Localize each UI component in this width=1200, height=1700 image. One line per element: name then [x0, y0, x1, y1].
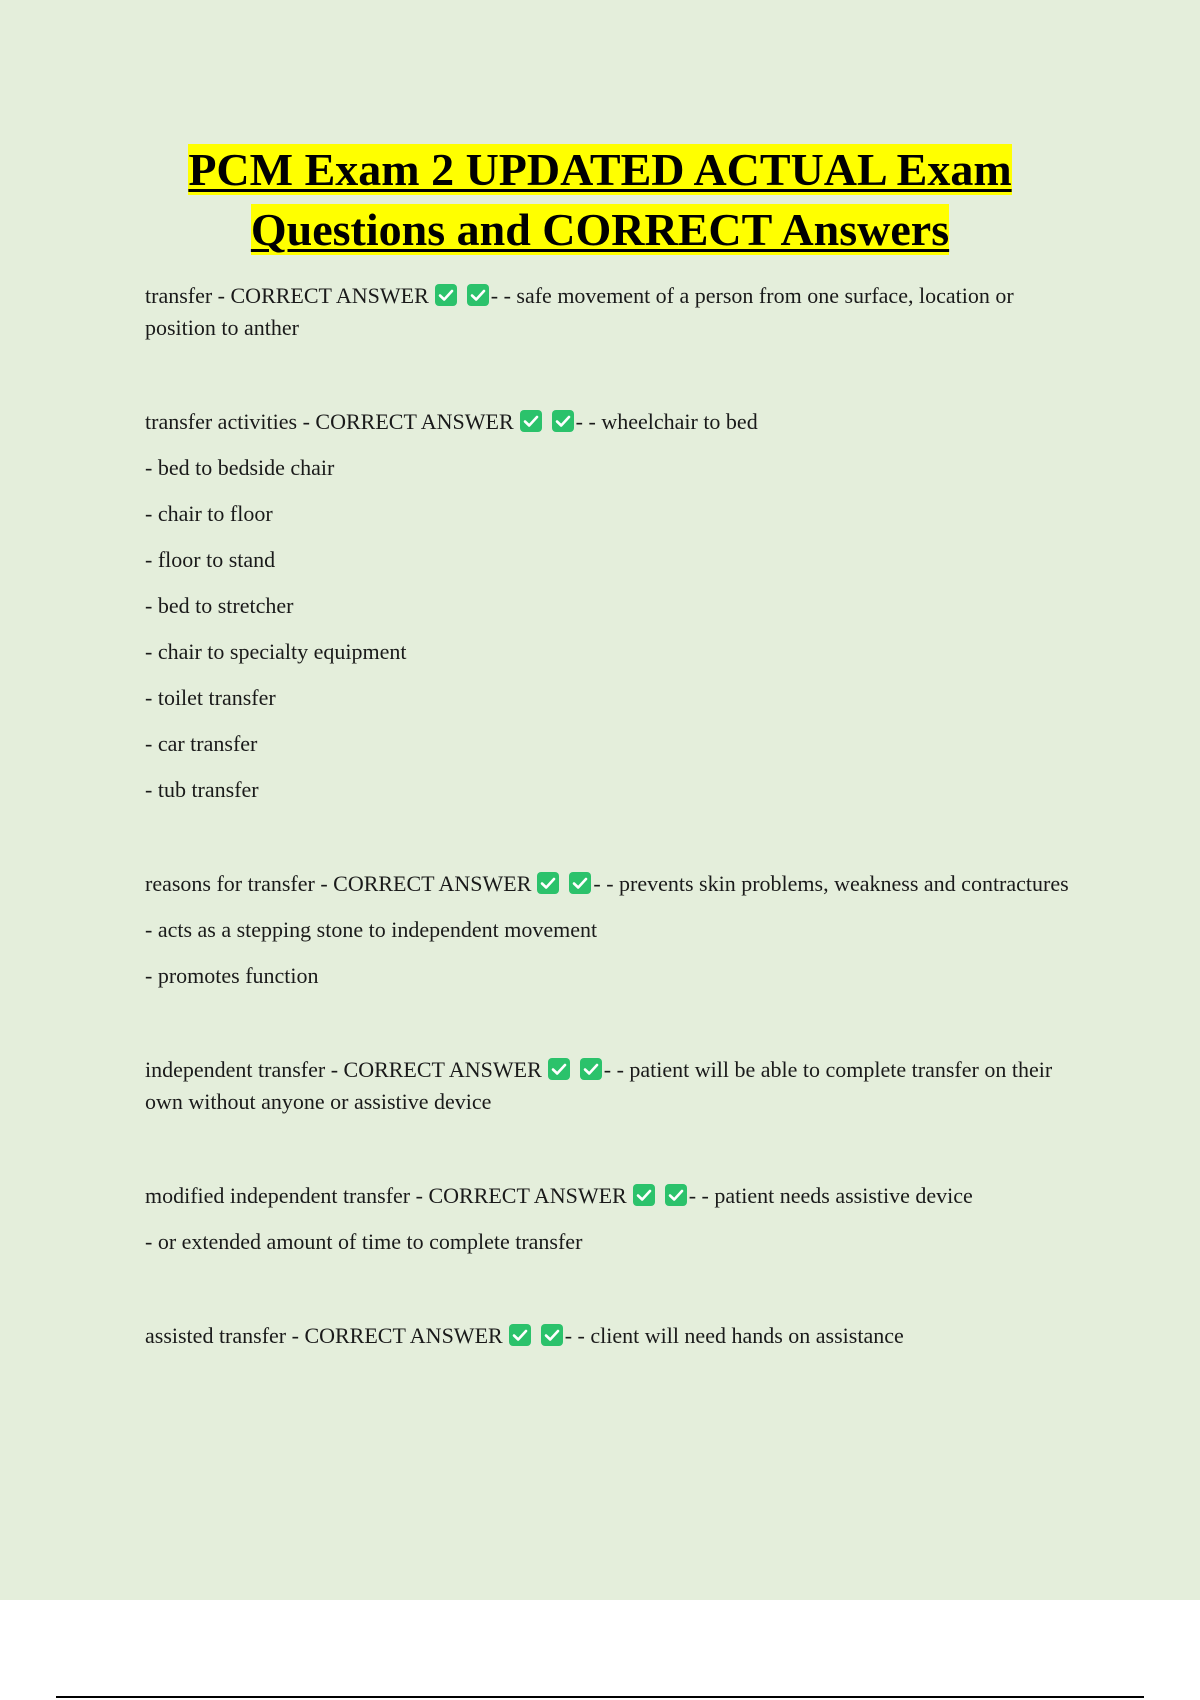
check-mark-box-icon [580, 1058, 602, 1080]
qa-continuation-line: - car transfer [145, 731, 258, 756]
qa-answer: - - client will need hands on assistance [564, 1323, 904, 1348]
qa-term: independent transfer - CORRECT ANSWER [145, 1057, 542, 1082]
check-mark-box-icon [665, 1184, 687, 1206]
title-line-1: PCM Exam 2 UPDATED ACTUAL Exam [188, 144, 1012, 195]
check-mark-box-icon [633, 1184, 655, 1206]
qa-answer: - - patient will be able to complete transfer on their own without anyone or assistive device [145, 1057, 1053, 1114]
qa-continuation-line: - or extended amount of time to complete transfer [145, 1229, 583, 1254]
qa-entry [145, 280, 1080, 344]
qa-entry [145, 868, 1080, 992]
qa-term: modified independent transfer - CORRECT ANSWER [145, 1183, 627, 1208]
check-mark-box-icon [548, 1058, 570, 1080]
qa-term: reasons for transfer - CORRECT ANSWER [145, 871, 532, 896]
check-mark-box-icon [537, 872, 559, 894]
qa-line [145, 280, 1080, 344]
qa-continuation-line: - floor to stand [145, 547, 276, 572]
check-mark-box-icon [467, 284, 489, 306]
qa-continuation-line: - bed to stretcher [145, 593, 294, 618]
qa-line [145, 1320, 1080, 1352]
qa-term: transfer activities - CORRECT ANSWER [145, 409, 514, 434]
qa-continuation-line: - promotes function [145, 963, 319, 988]
qa-continuation-line: - chair to floor [145, 501, 273, 526]
check-mark-box-icon [509, 1324, 531, 1346]
qa-answer: - - prevents skin problems, weakness and contractures [593, 871, 1069, 896]
qa-line [145, 868, 1080, 900]
qa-answer: - - safe movement of a person from one surface, location or position to anther [145, 283, 1014, 340]
title-line-2: Questions and CORRECT Answers [250, 204, 950, 255]
check-mark-box-icon [552, 410, 574, 432]
qa-answer: - - patient needs assistive device [688, 1183, 973, 1208]
qa-entry [145, 1054, 1080, 1118]
qa-term: assisted transfer - CORRECT ANSWER [145, 1323, 503, 1348]
qa-line [145, 406, 1080, 438]
qa-answer: - - wheelchair to bed [575, 409, 758, 434]
qa-continuation-line: - acts as a stepping stone to independent movement [145, 917, 598, 942]
qa-continuation-line: - chair to specialty equipment [145, 639, 407, 664]
qa-term: transfer - CORRECT ANSWER [145, 283, 429, 308]
check-mark-box-icon [520, 410, 542, 432]
check-mark-box-icon [541, 1324, 563, 1346]
qa-entry [145, 1180, 1080, 1258]
document-title [100, 140, 1100, 260]
qa-entry [145, 406, 1080, 806]
qa-list [145, 280, 1080, 1352]
qa-line [145, 1180, 1080, 1212]
footer-divider [56, 1696, 1144, 1698]
qa-line [145, 1054, 1080, 1118]
qa-continuation-line: - tub transfer [145, 777, 259, 802]
qa-continuation-line: - toilet transfer [145, 685, 276, 710]
qa-continuation-line: - bed to bedside chair [145, 455, 335, 480]
check-mark-box-icon [435, 284, 457, 306]
check-mark-box-icon [569, 872, 591, 894]
qa-entry [145, 1320, 1080, 1352]
